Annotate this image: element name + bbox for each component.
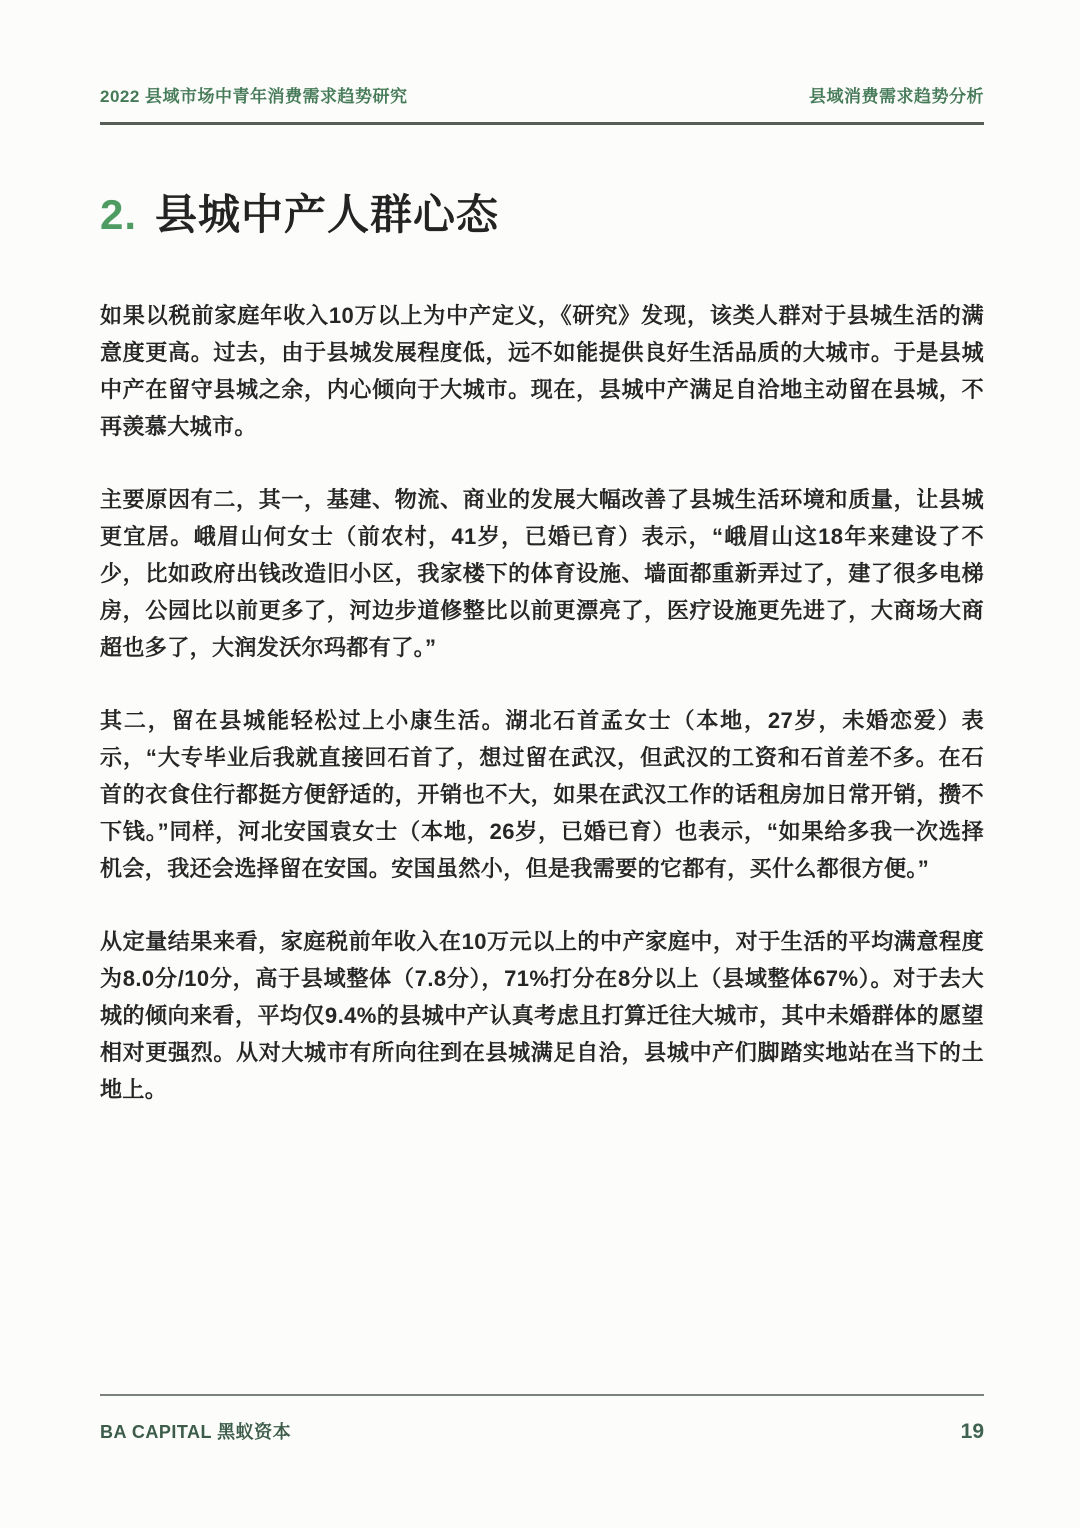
page-footer [100,1394,984,1444]
paragraph-reason-two-comfortable-life: 其二，留在县城能轻松过上小康生活。湖北石首孟女士（本地，27岁，未婚恋爱）表示，“大专毕业后我就直接回石首了，想过留在武汉，但武汉的工资和石首差不多。在石首的衣食住行都挺方便舒适的，开销也不大，如果在武汉工作的话租房加日常开销，攒不下钱。”同样，河北安国袁女士（本地，26岁，已婚已育）也表示，“如果给多我一次选择机会，我还会选择留在安国。安国虽然小，但是我需要的它都有，买什么都很方便。” [100,708,984,882]
header-section-label: 县域消费需求趋势分析 [809,87,984,106]
paragraph-definition-middle-class: 如果以税前家庭年收入10万以上为中产定义，《研究》发现，该类人群对于县城生活的满意度更高。过去，由于县城发展程度低，远不如能提供良好生活品质的大城市。于是县城中产在留守县城之余，内心倾向于大城市。现在，县城中产满足自洽地主动留在县城，不再羡慕大城市。 [100,303,984,440]
section-title [100,191,984,239]
header-divider [100,122,984,125]
page-header [100,82,984,107]
body-copy [100,297,984,1108]
section-number: 2. [100,191,138,238]
footer-divider [100,1394,984,1396]
section-title-text: 县城中产人群心态 [155,191,500,238]
page-number: 19 [960,1420,984,1443]
paragraph-reason-one-infrastructure: 主要原因有二，其一，基建、物流、商业的发展大幅改善了县城生活环境和质量，让县城更宜居。峨眉山何女士（前农村，41岁，已婚已育）表示，“峨眉山这18年来建设了不少，比如政府出钱改造旧小区，我家楼下的体育设施、墙面都重新弄过了，建了很多电梯房，公园比以前更多了，河边步道修整比以前更漂亮了，医疗设施更先进了，大商场大商超也多了，大润发沃尔玛都有了。” [100,487,984,661]
footer-brand: BA CAPITAL 黑蚁资本 [100,1422,292,1442]
header-report-title: 2022 县域市场中青年消费需求趋势研究 [100,87,408,106]
paragraph-quantitative-results: 从定量结果来看，家庭税前年收入在10万元以上的中产家庭中，对于生活的平均满意程度为8.0分/10分，高于县域整体（7.8分），71%打分在8分以上（县域整体67%）。对于去大城的倾向来看，平均仅9.4%的县城中产认真考虑且打算迁往大城市，其中未婚群体的愿望相对更强烈。从对大城市有所向往到在县城满足自洽，县城中产们脚踏实地站在当下的土地上。 [100,929,984,1103]
